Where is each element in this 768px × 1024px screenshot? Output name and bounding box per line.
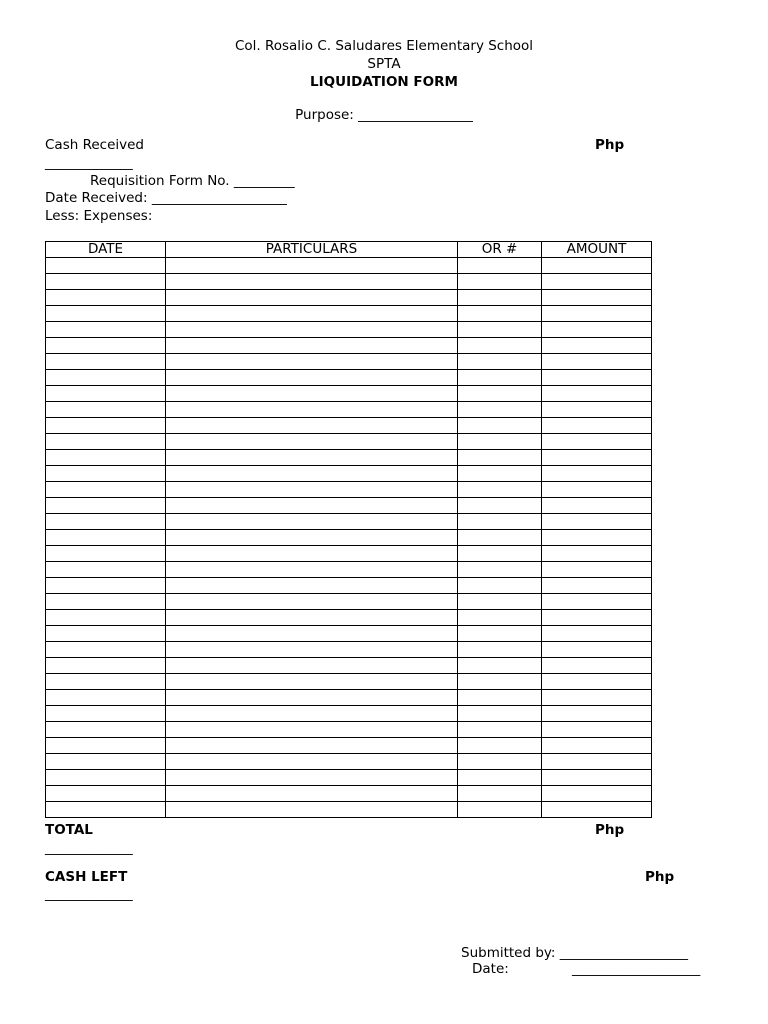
amount-cell[interactable] [542,386,652,402]
or-number-cell[interactable] [458,594,542,610]
or-number-cell[interactable] [458,530,542,546]
amount-cell[interactable] [542,610,652,626]
particulars-cell[interactable] [166,306,458,322]
or-number-cell[interactable] [458,338,542,354]
amount-cell[interactable] [542,514,652,530]
table-row [46,274,652,290]
date-cell[interactable] [46,290,166,306]
amount-cell[interactable] [542,274,652,290]
date-cell[interactable] [46,802,166,818]
table-row [46,594,652,610]
or-number-cell[interactable] [458,354,542,370]
table-row [46,722,652,738]
date-cell[interactable] [46,530,166,546]
table-header-row [46,242,652,258]
or-number-cell[interactable] [458,450,542,466]
date-received-field[interactable]: Date Received: ____________________ [45,190,287,206]
table-row [46,514,652,530]
total-blank[interactable]: _____________ [45,840,133,856]
total-label: TOTAL [45,822,93,838]
date-cell[interactable] [46,786,166,802]
or-number-cell[interactable] [458,258,542,274]
or-number-cell[interactable] [458,786,542,802]
or-number-cell[interactable] [458,434,542,450]
column-header-date: DATE [46,242,166,258]
table-row [46,466,652,482]
table-row [46,802,652,818]
submitted-date-label: Date: [472,961,509,977]
particulars-cell[interactable] [166,722,458,738]
date-cell[interactable] [46,322,166,338]
table-row [46,482,652,498]
date-cell[interactable] [46,546,166,562]
or-number-cell[interactable] [458,290,542,306]
purpose-field[interactable]: Purpose: _________________ [295,107,473,123]
less-expenses-label: Less: Expenses: [45,208,153,224]
particulars-cell[interactable] [166,386,458,402]
table-row [46,418,652,434]
table-row [46,562,652,578]
amount-cell[interactable] [542,578,652,594]
cash-received-label: Cash Received [45,137,145,153]
date-cell[interactable] [46,274,166,290]
particulars-cell[interactable] [166,370,458,386]
amount-cell[interactable] [542,498,652,514]
date-cell[interactable] [46,610,166,626]
amount-cell[interactable] [542,722,652,738]
amount-cell[interactable] [542,466,652,482]
particulars-cell[interactable] [166,738,458,754]
particulars-cell[interactable] [166,754,458,770]
particulars-cell[interactable] [166,786,458,802]
date-cell[interactable] [46,674,166,690]
or-number-cell[interactable] [458,514,542,530]
amount-cell[interactable] [542,738,652,754]
requisition-form-field[interactable]: Requisition Form No. _________ [90,173,295,189]
amount-cell[interactable] [542,642,652,658]
date-cell[interactable] [46,402,166,418]
cash-left-label: CASH LEFT [45,869,128,885]
amount-cell[interactable] [542,322,652,338]
or-number-cell[interactable] [458,562,542,578]
date-cell[interactable] [46,258,166,274]
table-row [46,738,652,754]
date-cell[interactable] [46,562,166,578]
date-cell[interactable] [46,514,166,530]
particulars-cell[interactable] [166,642,458,658]
table-row [46,690,652,706]
amount-cell[interactable] [542,546,652,562]
particulars-cell[interactable] [166,354,458,370]
particulars-cell[interactable] [166,674,458,690]
particulars-cell[interactable] [166,514,458,530]
table-row [46,338,652,354]
date-cell[interactable] [46,578,166,594]
particulars-cell[interactable] [166,626,458,642]
particulars-cell[interactable] [166,690,458,706]
or-number-cell[interactable] [458,274,542,290]
amount-cell[interactable] [542,290,652,306]
date-cell[interactable] [46,466,166,482]
amount-cell[interactable] [542,690,652,706]
or-number-cell[interactable] [458,690,542,706]
or-number-cell[interactable] [458,418,542,434]
amount-cell[interactable] [542,706,652,722]
or-number-cell[interactable] [458,322,542,338]
submitted-date-blank[interactable]: ___________________ [572,961,701,977]
table-row [46,626,652,642]
date-cell[interactable] [46,418,166,434]
particulars-cell[interactable] [166,402,458,418]
particulars-cell[interactable] [166,530,458,546]
table-row [46,402,652,418]
or-number-cell[interactable] [458,402,542,418]
or-number-cell[interactable] [458,610,542,626]
table-row [46,498,652,514]
amount-cell[interactable] [542,306,652,322]
amount-cell[interactable] [542,338,652,354]
or-number-cell[interactable] [458,498,542,514]
table-row [46,706,652,722]
date-cell[interactable] [46,690,166,706]
particulars-cell[interactable] [166,802,458,818]
or-number-cell[interactable] [458,770,542,786]
or-number-cell[interactable] [458,370,542,386]
column-header-particulars: PARTICULARS [166,242,458,258]
column-header-amount: AMOUNT [542,242,652,258]
table-row [46,322,652,338]
table-row [46,306,652,322]
or-number-cell[interactable] [458,658,542,674]
or-number-cell[interactable] [458,546,542,562]
or-number-cell[interactable] [458,706,542,722]
date-cell[interactable] [46,658,166,674]
particulars-cell[interactable] [166,594,458,610]
table-row [46,658,652,674]
or-number-cell[interactable] [458,482,542,498]
amount-cell[interactable] [542,658,652,674]
table-row [46,434,652,450]
cash-left-currency: Php [645,869,675,885]
amount-cell[interactable] [542,482,652,498]
amount-cell[interactable] [542,786,652,802]
particulars-cell[interactable] [166,658,458,674]
or-number-cell[interactable] [458,754,542,770]
date-cell[interactable] [46,754,166,770]
date-cell[interactable] [46,434,166,450]
particulars-cell[interactable] [166,450,458,466]
date-cell[interactable] [46,354,166,370]
organization-name: SPTA [367,56,401,72]
date-cell[interactable] [46,498,166,514]
particulars-cell[interactable] [166,562,458,578]
particulars-cell[interactable] [166,770,458,786]
particulars-cell[interactable] [166,578,458,594]
table-row [46,642,652,658]
particulars-cell[interactable] [166,546,458,562]
or-number-cell[interactable] [458,306,542,322]
or-number-cell[interactable] [458,626,542,642]
particulars-cell[interactable] [166,498,458,514]
date-cell[interactable] [46,386,166,402]
particulars-cell[interactable] [166,706,458,722]
particulars-cell[interactable] [166,482,458,498]
table-row [46,754,652,770]
total-currency: Php [595,822,625,838]
particulars-cell[interactable] [166,466,458,482]
date-cell[interactable] [46,306,166,322]
table-row [46,674,652,690]
particulars-cell[interactable] [166,610,458,626]
table-row [46,386,652,402]
amount-cell[interactable] [542,530,652,546]
particulars-cell[interactable] [166,258,458,274]
date-cell[interactable] [46,626,166,642]
particulars-cell[interactable] [166,338,458,354]
cash-left-blank[interactable]: _____________ [45,886,133,902]
cash-received-blank[interactable]: _____________ [45,155,133,171]
form-title: LIQUIDATION FORM [310,74,458,90]
or-number-cell[interactable] [458,802,542,818]
table-row [46,370,652,386]
table-row [46,354,652,370]
table-row [46,786,652,802]
particulars-cell[interactable] [166,434,458,450]
cash-received-currency: Php [595,137,625,153]
table-row [46,450,652,466]
table-row [46,546,652,562]
particulars-cell[interactable] [166,290,458,306]
amount-cell[interactable] [542,450,652,466]
amount-cell[interactable] [542,402,652,418]
amount-cell[interactable] [542,258,652,274]
column-header-or-number: OR # [458,242,542,258]
or-number-cell[interactable] [458,722,542,738]
particulars-cell[interactable] [166,322,458,338]
amount-cell[interactable] [542,562,652,578]
amount-cell[interactable] [542,754,652,770]
amount-cell[interactable] [542,770,652,786]
date-cell[interactable] [46,338,166,354]
or-number-cell[interactable] [458,578,542,594]
date-cell[interactable] [46,450,166,466]
table-row [46,258,652,274]
amount-cell[interactable] [542,354,652,370]
amount-cell[interactable] [542,626,652,642]
or-number-cell[interactable] [458,738,542,754]
table-row [46,530,652,546]
particulars-cell[interactable] [166,418,458,434]
or-number-cell[interactable] [458,642,542,658]
amount-cell[interactable] [542,434,652,450]
date-cell[interactable] [46,770,166,786]
date-cell[interactable] [46,738,166,754]
date-cell[interactable] [46,722,166,738]
date-cell[interactable] [46,370,166,386]
amount-cell[interactable] [542,594,652,610]
table-row [46,610,652,626]
table-row [46,770,652,786]
school-name: Col. Rosalio C. Saludares Elementary School [234,38,534,54]
date-cell[interactable] [46,594,166,610]
amount-cell[interactable] [542,418,652,434]
submitted-by-field[interactable]: Submitted by: ___________________ [461,945,689,961]
table-body [46,258,652,818]
particulars-cell[interactable] [166,274,458,290]
date-cell[interactable] [46,482,166,498]
or-number-cell[interactable] [458,674,542,690]
amount-cell[interactable] [542,802,652,818]
table-row [46,290,652,306]
amount-cell[interactable] [542,370,652,386]
date-cell[interactable] [46,642,166,658]
table-row [46,578,652,594]
expenses-table [45,241,652,818]
date-cell[interactable] [46,706,166,722]
or-number-cell[interactable] [458,466,542,482]
amount-cell[interactable] [542,674,652,690]
or-number-cell[interactable] [458,386,542,402]
